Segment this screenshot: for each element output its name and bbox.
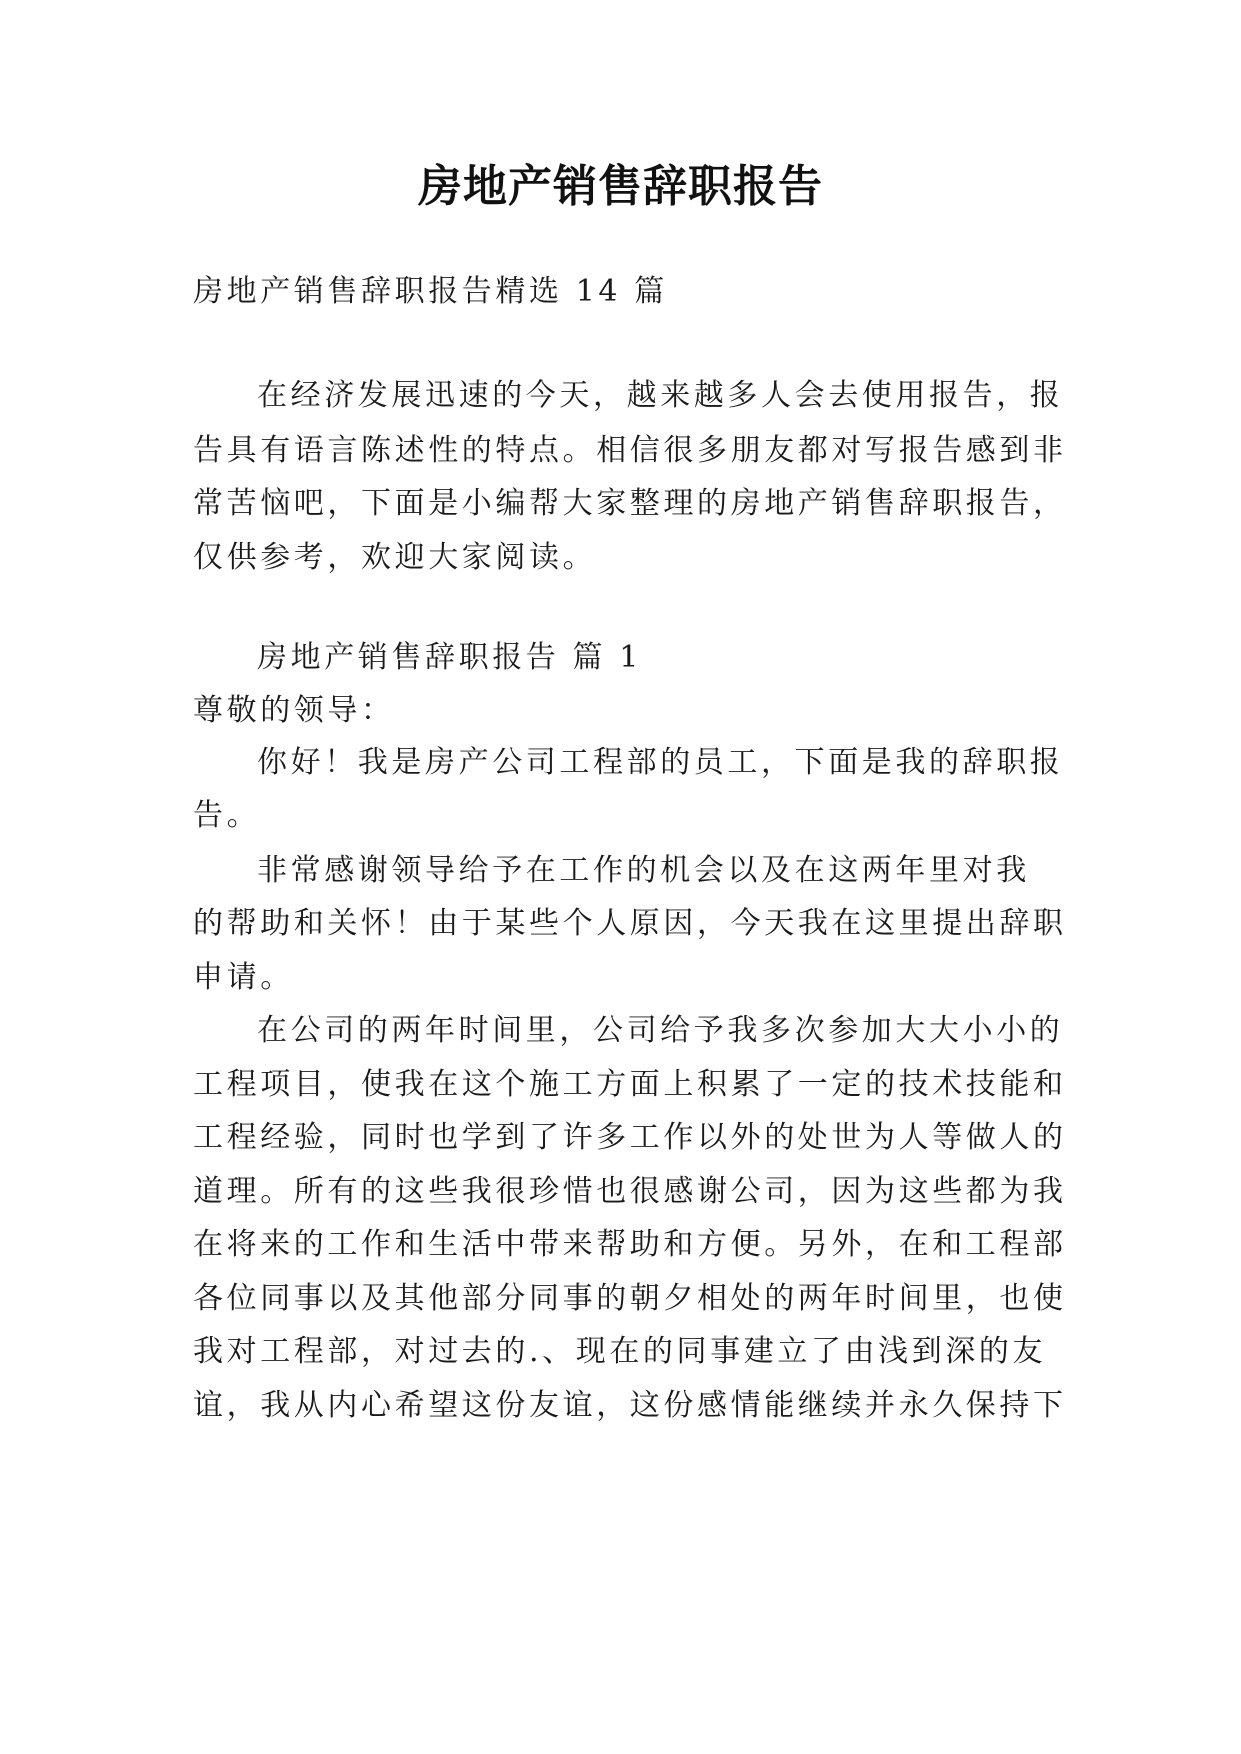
- body-line: 谊，我从内心希望这份友谊，这份感情能继续并永久保持下: [193, 1388, 1067, 1423]
- body-line: 在公司的两年时间里，公司给予我多次参加大大小小的: [257, 1013, 1064, 1048]
- intro-line: 常苦恼吧，下面是小编帮大家整理的房地产销售辞职报告，: [193, 486, 1067, 521]
- body-line: 道理。所有的这些我很珍惜也很感谢公司，因为这些都为我: [193, 1174, 1067, 1209]
- intro-line: 告具有语言陈述性的特点。相信很多朋友都对写报告感到非: [193, 433, 1067, 468]
- salutation: 尊敬的领导：: [193, 693, 395, 728]
- body-line: 你好！我是房产公司工程部的员工，下面是我的辞职报: [257, 745, 1064, 780]
- intro-line: 仅供参考，欢迎大家阅读。: [193, 540, 597, 575]
- document-title: 房地产销售辞职报告: [418, 161, 823, 212]
- body-line: 各位同事以及其他部分同事的朝夕相处的两年时间里，也使: [193, 1281, 1067, 1316]
- body-line: 我对工程部，对过去的.、现在的同事建立了由浅到深的友: [193, 1334, 1047, 1369]
- body-line: 在将来的工作和生活中带来帮助和方便。另外，在和工程部: [193, 1227, 1067, 1262]
- body-line: 告。: [193, 798, 261, 833]
- body-line: 非常感谢领导给予在工作的机会以及在这两年里对我: [257, 853, 1030, 888]
- section-heading: 房地产销售辞职报告 篇 1: [257, 640, 642, 675]
- body-line: 工程经验，同时也学到了许多工作以外的处世为人等做人的: [193, 1120, 1067, 1155]
- body-line: 的帮助和关怀！由于某些个人原因，今天我在这里提出辞职: [193, 906, 1067, 941]
- body-line: 工程项目，使我在这个施工方面上积累了一定的技术技能和: [193, 1067, 1067, 1102]
- body-line: 申请。: [193, 960, 294, 995]
- intro-line: 在经济发展迅速的今天，越来越多人会去使用报告，报: [257, 378, 1064, 413]
- document-subtitle: 房地产销售辞职报告精选 14 篇: [193, 274, 668, 309]
